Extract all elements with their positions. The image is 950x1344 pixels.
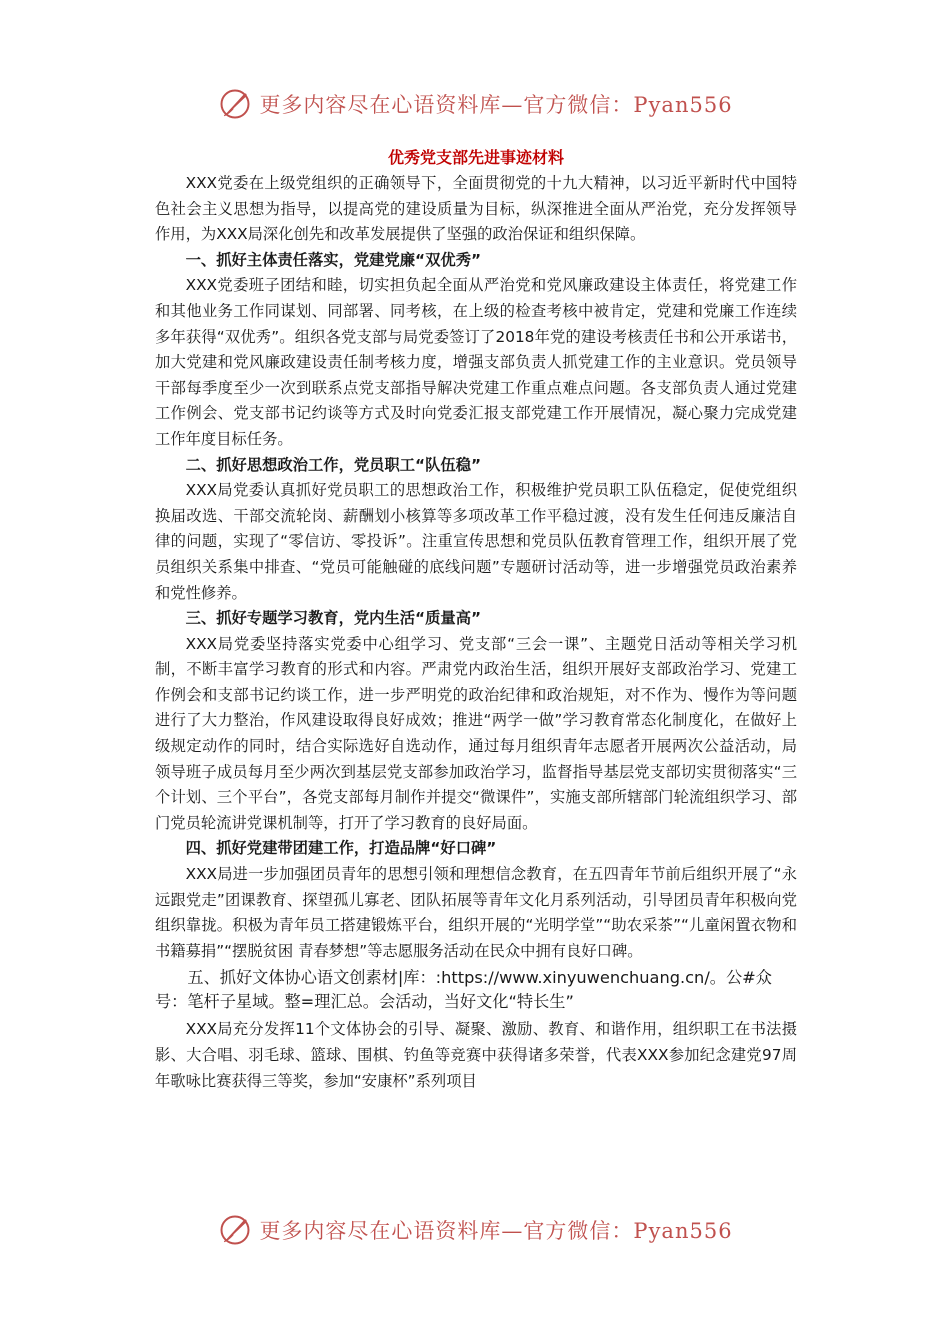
section-4-body: XXX局进一步加强团员青年的思想引领和理想信念教育，在五四青年节前后组织开展了“永远跟党走”团课教育、探望孤儿寡老、团队拓展等青年文化月系列活动，引导团员青年积极向党组织靠拢。积极为青年员工搭建锻炼平台，组织开展的“光明学堂”“助农采茶”“儿童闲置衣物和书籍募捐”“摆脱贫困 青春梦想”等志愿服务活动在民众中拥有良好口碑。	[155, 865, 797, 960]
section-2-heading: 二、抓好思想政治工作，党员职工“队伍稳”	[185, 455, 482, 474]
section-4-heading: 四、抓好党建带团建工作，打造品牌“好口碑”	[185, 839, 497, 858]
intro-paragraph: XXX党委在上级党组织的正确领导下，全面贯彻党的十九大精神，以习近平新时代中国特色社会主义思想为指导，以提高党的建设质量为目标，纵深推进全面从严治党，充分发挥领导作用，为XXX局深化创先和改革发展提供了坚强的政治保证和组织保障。	[155, 174, 797, 244]
document-title: 优秀党支部先进事迹材料	[387, 148, 564, 167]
section-2-body: XXX局党委认真抓好党员职工的思想政治工作，积极维护党员职工队伍稳定，促使党组织换届改选、干部交流轮岗、薪酬划小核算等多项改革工作平稳过渡，没有发生任何违反廉洁自律的问题，实现了“零信访、零投诉”。注重宣传思想和党员队伍教育管理工作，组织开展了党员组织关系集中排查、“党员可能触碰的底线问题”专题研讨活动等，进一步增强党员政治素养和党性修养。	[155, 481, 797, 602]
section-3-heading: 三、抓好专题学习教育，党内生活“质量高”	[185, 609, 482, 628]
footer-watermark-banner	[0, 1210, 950, 1250]
section-1-heading: 一、抓好主体责任落实，党建党廉“双优秀”	[185, 250, 482, 269]
quill-logo-icon	[217, 1212, 253, 1248]
watermark-text: 更多内容尽在心语资料库—官方微信：Pyan556	[259, 1219, 733, 1243]
section-1-body: XXX党委班子团结和睦，切实担负起全面从严治党和党风廉政建设主体责任，将党建工作和其他业务工作同谋划、同部署、同考核，在上级的检查考核中被肯定，党建和党廉工作连续多年获得“双优秀”。组织各党支部与局党委签订了2018年党的建设考核责任书和公开承诺书，加大党建和党风廉政建设责任制考核力度，增强支部负责人抓党建工作的主业意识。党员领导干部每季度至少一次到联系点党支部指导解决党建工作重点难点问题。各支部负责人通过党建工作例会、党支部书记约谈等方式及时向党委汇报支部党建工作开展情况，凝心聚力完成党建工作年度目标任务。	[155, 276, 797, 448]
header-watermark-banner	[0, 84, 950, 124]
document-body	[155, 146, 797, 1094]
section-3-body: XXX局党委坚持落实党委中心组学习、党支部“三会一课”、主题党日活动等相关学习机制，不断丰富学习教育的形式和内容。严肃党内政治生活，组织开展好支部政治学习、党建工作例会和支部书记约谈工作，进一步严明党的政治纪律和政治规矩，对不作为、慢作为等问题进行了大力整治，作风建设取得良好成效；推进“两学一做”学习教育常态化制度化，在做好上级规定动作的同时，结合实际选好自选动作，通过每月组织青年志愿者开展两次公益活动，局领导班子成员每月至少两次到基层党支部参加政治学习，监督指导基层党支部切实贯彻落实“三个计划、三个平台”，各党支部每月制作并提交“微课件”，实施支部所辖部门轮流组织学习、部门党员轮流讲党课机制等，打开了学习教育的良好局面。	[155, 634, 797, 832]
quill-logo-icon	[217, 86, 253, 122]
watermark-text: 更多内容尽在心语资料库—官方微信：Pyan556	[259, 93, 733, 117]
section-5-body: XXX局充分发挥11个文体协会的引导、凝聚、激励、教育、和谐作用，组织职工在书法摄影、大合唱、羽毛球、篮球、围棋、钓鱼等竞赛中获得诸多荣誉，代表XXX参加纪念建党97周年歌咏比赛获得三等奖，参加“安康杯”系列项目	[155, 1020, 797, 1090]
section-5-heading: 五、抓好文体协心语文创素材|库：:https://www.xinyuwenchuang.cn/。公#众号：笔杆子星域。整=理汇总。会活动，当好文化“特长生”	[155, 968, 772, 1012]
